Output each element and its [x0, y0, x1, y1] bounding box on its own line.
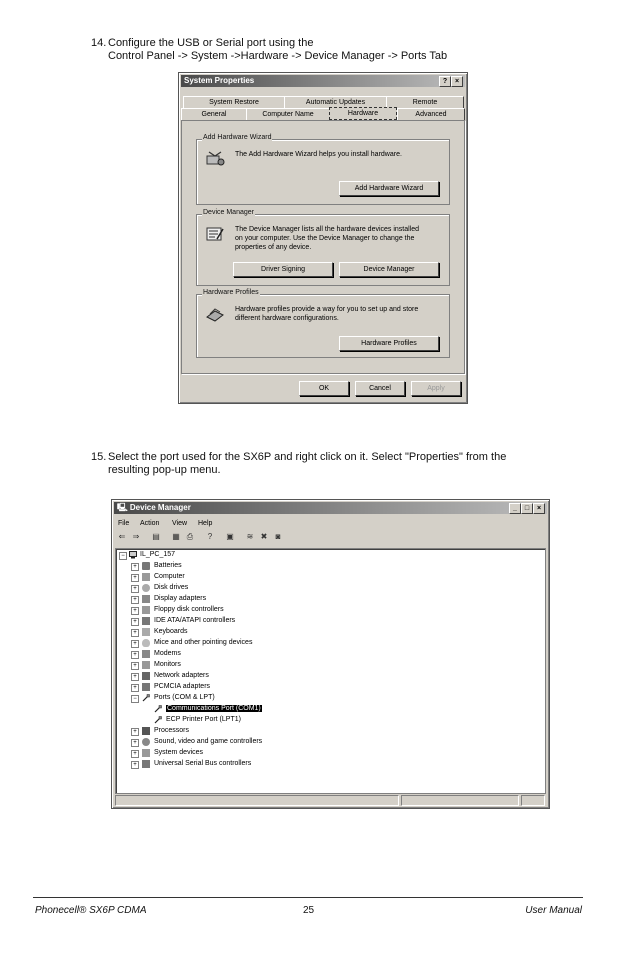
forward-icon[interactable]: ⇒: [132, 532, 140, 541]
expand-icon[interactable]: +: [131, 662, 139, 670]
device-manager-button[interactable]: Device Manager: [339, 262, 439, 277]
step-number: 14.: [91, 37, 107, 49]
menu-help[interactable]: Help: [198, 520, 213, 527]
selected-port-label[interactable]: Communications Port (COM1): [167, 705, 261, 712]
tree-item[interactable]: PCMCIA adapters: [154, 683, 211, 690]
expand-icon[interactable]: +: [131, 618, 139, 626]
tree-item[interactable]: Keyboards: [154, 628, 188, 635]
tree-item[interactable]: Computer: [154, 573, 185, 580]
tree-item-lpt1[interactable]: ECP Printer Port (LPT1): [166, 716, 241, 723]
print-icon[interactable]: ⎙: [186, 532, 194, 541]
status-pane: [401, 795, 519, 806]
expand-icon[interactable]: +: [131, 607, 139, 615]
cancel-button[interactable]: Cancel: [355, 381, 405, 396]
hardware-profiles-button[interactable]: Hardware Profiles: [339, 336, 439, 351]
floppy-icon: [142, 606, 150, 614]
title-bar: [114, 502, 547, 514]
system-properties-window: [178, 72, 468, 404]
profiles-text-line2: different hardware configurations.: [235, 315, 339, 322]
status-pane: [521, 795, 545, 806]
expand-icon[interactable]: +: [131, 684, 139, 692]
battery-icon: [142, 562, 150, 570]
footer-left: Phonecell® SX6P CDMA: [35, 905, 147, 916]
processor-icon: [142, 727, 150, 735]
group-label: Hardware Profiles: [203, 289, 259, 296]
back-icon[interactable]: ⇐: [118, 532, 126, 541]
tree-item-ports[interactable]: Ports (COM & LPT): [154, 694, 215, 701]
tab-system-restore[interactable]: System Restore: [183, 96, 285, 108]
tree-item[interactable]: Monitors: [154, 661, 181, 668]
status-pane: [115, 795, 399, 806]
tree-item[interactable]: IDE ATA/ATAPI controllers: [154, 617, 236, 624]
tree-item[interactable]: System devices: [154, 749, 204, 756]
tree-item[interactable]: Modems: [154, 650, 181, 657]
apply-button[interactable]: Apply: [411, 381, 461, 396]
expand-icon[interactable]: +: [131, 739, 139, 747]
expand-icon[interactable]: +: [131, 585, 139, 593]
tab-hardware[interactable]: Hardware: [329, 107, 397, 120]
step-text-line2: Control Panel -> System ->Hardware -> Device Manager -> Ports Tab: [108, 50, 448, 62]
mouse-icon: [142, 639, 150, 647]
ok-button[interactable]: OK: [299, 381, 349, 396]
group-label: Add Hardware Wizard: [203, 134, 272, 141]
tab-general[interactable]: General: [181, 108, 247, 120]
step-text-line1: Select the port used for the SX6P and right click on it. Select "Properties" from the: [108, 451, 507, 463]
expand-icon[interactable]: +: [131, 673, 139, 681]
maximize-button[interactable]: □: [521, 503, 533, 514]
group-label: Device Manager: [203, 209, 254, 216]
wizard-description: The Add Hardware Wizard helps you install hardware.: [235, 151, 402, 158]
disable-icon[interactable]: ◙: [275, 532, 281, 541]
add-hardware-wizard-group: [196, 134, 450, 205]
device-manager-text-line2: on your computer. Use the Device Manager to change the: [235, 235, 415, 242]
tree-root[interactable]: IL_PC_157: [140, 551, 176, 558]
disk-drive-icon: [142, 584, 150, 592]
title-bar: [181, 75, 465, 87]
expand-icon[interactable]: +: [131, 750, 139, 758]
pcmcia-icon: [142, 683, 150, 691]
device-manager-text-line1: The Device Manager lists all the hardware devices installed: [235, 226, 420, 233]
uninstall-icon[interactable]: ✖: [260, 532, 268, 541]
ide-controller-icon: [142, 617, 150, 625]
up-icon[interactable]: ▤: [152, 532, 160, 541]
tree-item[interactable]: Floppy disk controllers: [154, 606, 224, 613]
page-number: 25: [303, 905, 315, 916]
hardware-profiles-icon: [205, 305, 225, 323]
computer-icon: [142, 573, 150, 581]
tab-advanced[interactable]: Advanced: [397, 108, 465, 120]
modem-icon: [142, 650, 150, 658]
usb-icon: [142, 760, 150, 768]
menu-file[interactable]: File: [118, 520, 130, 527]
expand-icon[interactable]: +: [131, 651, 139, 659]
tree-item[interactable]: Network adapters: [154, 672, 209, 679]
tab-automatic-updates[interactable]: Automatic Updates: [284, 96, 387, 108]
monitor-icon: [142, 661, 150, 669]
expand-icon[interactable]: +: [131, 761, 139, 769]
add-hardware-wizard-button[interactable]: Add Hardware Wizard: [339, 181, 439, 196]
computer-icon: 🖳: [117, 503, 130, 512]
step-text-line1: Configure the USB or Serial port using the: [108, 37, 314, 49]
tree-item[interactable]: Display adapters: [154, 595, 207, 602]
hardware-profiles-group: [196, 289, 450, 358]
toolbar: [116, 531, 376, 542]
device-manager-text-line3: properties of any device.: [235, 244, 312, 251]
status-bar: [115, 795, 546, 805]
minimize-button[interactable]: _: [509, 503, 521, 514]
expand-icon[interactable]: +: [131, 574, 139, 582]
device-tree: [115, 548, 546, 794]
port-icon: [154, 705, 162, 713]
system-device-icon: [142, 749, 150, 757]
menu-view[interactable]: View: [172, 520, 188, 527]
computer-icon: [129, 551, 137, 559]
network-adapter-icon: [142, 672, 150, 680]
close-button[interactable]: ×: [533, 503, 545, 514]
tree-item-com1[interactable]: [166, 703, 262, 714]
printer-port-icon: [154, 716, 162, 724]
step-text-line2: resulting pop-up menu.: [108, 464, 221, 476]
step-15: [91, 451, 601, 479]
device-manager-icon: [205, 225, 225, 243]
expand-icon[interactable]: +: [131, 728, 139, 736]
profiles-text-line1: Hardware profiles provide a way for you to set up and store: [235, 306, 419, 313]
expand-icon[interactable]: +: [131, 563, 139, 571]
step-14: [91, 37, 591, 65]
footer-right: User Manual: [525, 905, 582, 916]
menu-action[interactable]: Action: [140, 520, 160, 527]
footer-rule: [33, 897, 583, 898]
expand-icon[interactable]: +: [131, 640, 139, 648]
driver-signing-button[interactable]: Driver Signing: [233, 262, 333, 277]
device-manager-window: [111, 499, 550, 809]
help-button[interactable]: ?: [439, 76, 451, 87]
expand-icon[interactable]: +: [131, 629, 139, 637]
collapse-icon[interactable]: −: [119, 552, 127, 560]
display-adapter-icon: [142, 595, 150, 603]
properties-icon[interactable]: ▦: [172, 532, 180, 541]
tab-computer-name[interactable]: Computer Name: [246, 108, 330, 120]
port-icon: [142, 694, 150, 702]
tree-item[interactable]: Sound, video and game controllers: [154, 738, 263, 745]
window-title: System Properties: [184, 76, 255, 85]
update-driver-icon[interactable]: ≋: [246, 532, 254, 541]
hardware-wizard-icon: [205, 150, 225, 168]
tree-item[interactable]: Disk drives: [154, 584, 189, 591]
step-number: 15.: [91, 451, 107, 463]
keyboard-icon: [142, 628, 150, 636]
tab-panel: [181, 120, 465, 374]
tab-remote[interactable]: Remote: [386, 96, 464, 108]
tree-item[interactable]: Mice and other pointing devices: [154, 639, 253, 646]
expand-icon[interactable]: +: [131, 596, 139, 604]
tree-item[interactable]: Processors: [154, 727, 190, 734]
window-title: Device Manager: [129, 503, 191, 512]
tree-item[interactable]: Universal Serial Bus controllers: [154, 760, 252, 767]
close-button[interactable]: ×: [451, 76, 463, 87]
tree-item[interactable]: Batteries: [154, 562, 182, 569]
device-manager-group: [196, 209, 450, 286]
scan-icon[interactable]: ▣: [226, 532, 234, 541]
help-icon[interactable]: ?: [207, 532, 213, 541]
collapse-icon[interactable]: −: [131, 695, 139, 703]
menu-bar: [118, 518, 318, 529]
sound-icon: [142, 738, 150, 746]
